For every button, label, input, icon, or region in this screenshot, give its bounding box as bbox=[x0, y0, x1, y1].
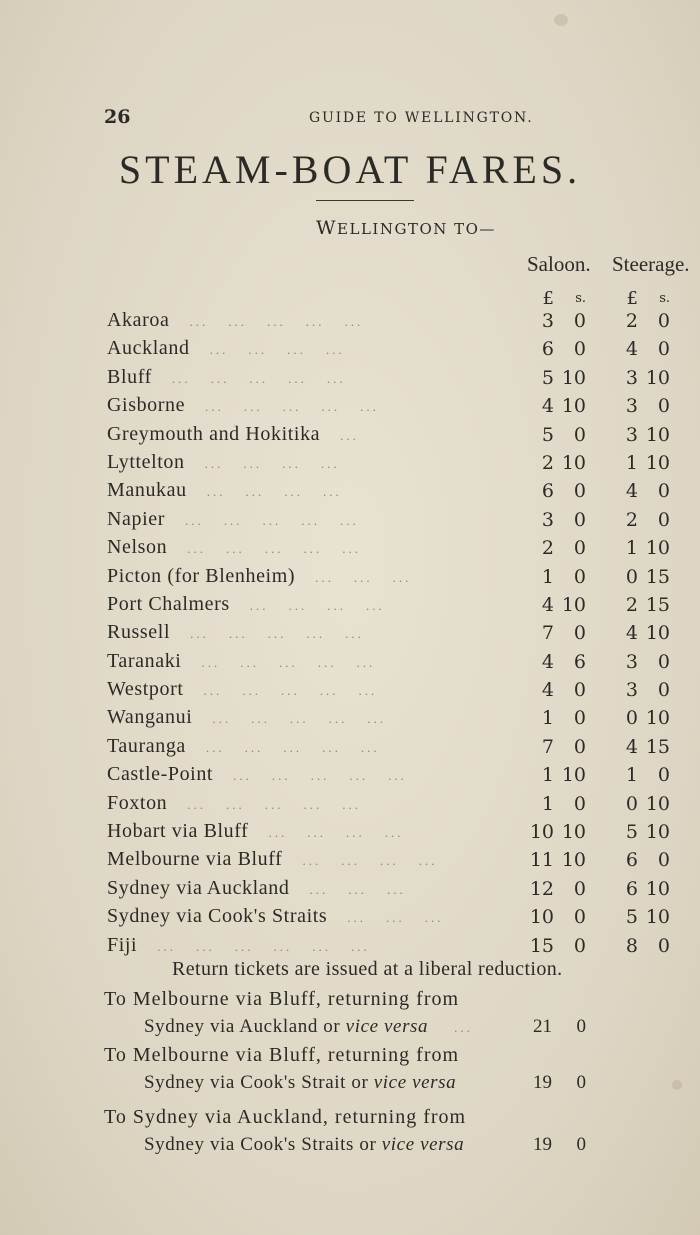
saloon-pounds: 6 bbox=[541, 480, 554, 503]
dot-leader: ... bbox=[356, 654, 376, 670]
destination-name: Fiji bbox=[107, 933, 138, 956]
saloon-shillings: 10 bbox=[561, 451, 586, 474]
return-fare-shillings: 0 bbox=[576, 1072, 586, 1093]
vice-versa-text: vice versa bbox=[345, 1016, 429, 1037]
steerage-shillings: 0 bbox=[657, 934, 670, 957]
dot-leader: ... bbox=[282, 455, 301, 471]
return-route-line2 bbox=[144, 1072, 456, 1094]
steerage-pounds: 4 bbox=[625, 735, 638, 758]
fare-destination bbox=[107, 366, 346, 389]
dot-leader: ... bbox=[319, 683, 339, 699]
saloon-shillings: 10 bbox=[561, 366, 586, 389]
fare-destination bbox=[107, 650, 375, 673]
saloon-pounds: 3 bbox=[541, 310, 554, 332]
fare-destination bbox=[107, 451, 340, 474]
fare-row bbox=[0, 308, 700, 336]
destination-name: Lyttelton bbox=[107, 450, 185, 473]
steerage-pounds: 3 bbox=[625, 423, 638, 446]
steerage-shillings: 0 bbox=[657, 480, 670, 503]
steerage-shillings: 0 bbox=[657, 764, 670, 787]
steerage-shillings: 10 bbox=[645, 423, 670, 446]
fare-row bbox=[0, 762, 700, 790]
saloon-shillings: 0 bbox=[573, 338, 586, 361]
page-header bbox=[104, 106, 584, 132]
saloon-pounds: 1 bbox=[541, 707, 554, 730]
steerage-shillings: 10 bbox=[645, 707, 670, 730]
fare-row bbox=[0, 535, 700, 563]
dot-leader: ... bbox=[323, 484, 342, 500]
fare-destination bbox=[107, 763, 407, 786]
fare-destination bbox=[107, 934, 370, 957]
saloon-pounds: 7 bbox=[541, 735, 554, 758]
fare-destination bbox=[107, 479, 342, 502]
return-route-line1: To Melbourne via Bluff, returning from bbox=[104, 988, 460, 1010]
steerage-pound-unit: £ bbox=[626, 288, 638, 309]
steerage-pounds: 5 bbox=[625, 906, 638, 929]
destination-name: Westport bbox=[107, 678, 184, 701]
steerage-pounds: 3 bbox=[625, 366, 638, 389]
dot-leader: ... bbox=[454, 1020, 473, 1035]
dot-leader: ... bbox=[358, 683, 378, 699]
dot-leader: ... bbox=[205, 739, 225, 755]
dot-leader: ... bbox=[283, 739, 303, 755]
dot-leader: ... bbox=[392, 569, 412, 585]
dot-leader: ... bbox=[266, 314, 286, 329]
dot-leader: ... bbox=[367, 711, 387, 727]
dot-leader: ... bbox=[328, 711, 348, 727]
steerage-pounds: 5 bbox=[625, 821, 638, 844]
dot-leader: ... bbox=[305, 314, 325, 329]
return-fare-pounds: 19 bbox=[533, 1134, 552, 1155]
dot-leader: ... bbox=[248, 342, 268, 358]
units-row bbox=[0, 286, 700, 310]
dot-leader: ... bbox=[185, 512, 204, 528]
dot-leader: ... bbox=[249, 597, 269, 613]
fare-destination bbox=[107, 593, 385, 616]
dot-leader: ... bbox=[209, 342, 229, 358]
dot-leader: ... bbox=[303, 796, 323, 812]
steerage-pounds: 6 bbox=[625, 849, 638, 872]
dot-leader: ... bbox=[347, 910, 367, 926]
dot-leader: ... bbox=[320, 455, 340, 471]
dot-leader: ... bbox=[233, 768, 252, 784]
fare-destination bbox=[107, 621, 364, 644]
return-fare-pounds: 19 bbox=[533, 1072, 552, 1093]
dot-leader: ... bbox=[386, 910, 405, 926]
dot-leader: ... bbox=[306, 626, 326, 642]
dot-leader: ... bbox=[424, 910, 444, 926]
return-route-line2 bbox=[144, 1134, 464, 1156]
steerage-pounds: 0 bbox=[625, 792, 638, 815]
dot-leader: ... bbox=[245, 484, 265, 500]
page-title: STEAM-BOAT FARES. bbox=[118, 147, 582, 192]
steerage-pounds: 0 bbox=[625, 565, 638, 588]
steerage-pounds: 2 bbox=[625, 310, 638, 332]
saloon-shillings: 10 bbox=[561, 395, 586, 418]
saloon-pounds: 3 bbox=[541, 508, 554, 531]
fare-row bbox=[0, 649, 700, 677]
steerage-shillings: 0 bbox=[657, 338, 670, 361]
dot-leader: ... bbox=[206, 484, 226, 500]
fare-row bbox=[0, 365, 700, 393]
destination-name: Picton (for Blenheim) bbox=[107, 564, 296, 587]
saloon-shillings: 10 bbox=[561, 849, 586, 872]
dot-leader: ... bbox=[268, 825, 288, 841]
dot-leader: ... bbox=[249, 370, 269, 386]
destination-name: Bluff bbox=[107, 365, 152, 388]
destination-name: Napier bbox=[107, 507, 166, 530]
dot-leader: ... bbox=[243, 455, 263, 471]
fare-row bbox=[0, 450, 700, 478]
steerage-shillings: 0 bbox=[657, 679, 670, 702]
saloon-pounds: 7 bbox=[541, 622, 554, 645]
dot-leader: ... bbox=[340, 512, 359, 528]
steerage-pounds: 2 bbox=[625, 593, 638, 616]
dot-leader: ... bbox=[251, 711, 270, 727]
fare-row bbox=[0, 677, 700, 705]
dot-leader: ... bbox=[234, 938, 254, 954]
steerage-shillings: 10 bbox=[645, 792, 670, 815]
dot-leader: ... bbox=[353, 569, 373, 585]
steerage-shillings: 10 bbox=[645, 877, 670, 900]
saloon-shillings: 0 bbox=[573, 679, 586, 702]
fare-destination bbox=[107, 877, 406, 900]
fare-destination bbox=[107, 848, 437, 871]
saloon-pounds: 1 bbox=[541, 565, 554, 588]
steerage-shillings: 10 bbox=[645, 821, 670, 844]
dot-leader: ... bbox=[326, 370, 346, 386]
destination-name: Auckland bbox=[107, 337, 190, 360]
vice-versa-text: vice versa bbox=[381, 1134, 465, 1155]
fare-row bbox=[0, 564, 700, 592]
running-title: GUIDE TO WELLINGTON. bbox=[309, 110, 534, 126]
dot-leader: ... bbox=[210, 370, 230, 386]
return-route-line1: To Melbourne via Bluff, returning from bbox=[104, 1044, 460, 1066]
destination-name: Gisborne bbox=[107, 394, 186, 417]
column-header-steerage: Steerage. bbox=[612, 252, 690, 276]
saloon-shilling-unit: s. bbox=[575, 291, 586, 306]
steerage-pounds: 1 bbox=[625, 764, 638, 787]
saloon-pounds: 12 bbox=[529, 877, 554, 900]
saloon-pounds: 2 bbox=[541, 451, 554, 474]
dot-leader: ... bbox=[284, 484, 303, 500]
destination-name: Foxton bbox=[107, 791, 168, 814]
fare-destination bbox=[107, 337, 345, 360]
dot-leader: ... bbox=[287, 342, 306, 358]
destination-name: Greymouth and Hokitika bbox=[107, 422, 321, 445]
saloon-pounds: 1 bbox=[541, 764, 554, 787]
saloon-pounds: 1 bbox=[541, 792, 554, 815]
dot-leader: ... bbox=[278, 654, 298, 670]
dot-leader: ... bbox=[288, 597, 308, 613]
dot-leader: ... bbox=[340, 427, 359, 443]
saloon-shillings: 0 bbox=[573, 707, 586, 730]
steerage-shillings: 0 bbox=[657, 395, 670, 418]
fare-destination bbox=[107, 678, 377, 701]
destination-name: Wanganui bbox=[107, 706, 193, 729]
fare-destination bbox=[107, 394, 379, 417]
fare-row bbox=[0, 507, 700, 535]
dot-leader: ... bbox=[226, 541, 245, 557]
fare-row bbox=[0, 791, 700, 819]
dot-leader: ... bbox=[195, 938, 215, 954]
saloon-shillings: 0 bbox=[573, 906, 586, 929]
steerage-pounds: 3 bbox=[625, 650, 638, 673]
steerage-shillings: 10 bbox=[645, 622, 670, 645]
dot-leader: ... bbox=[212, 711, 232, 727]
dot-leader: ... bbox=[187, 541, 207, 557]
dot-leader: ... bbox=[240, 654, 259, 670]
fare-row bbox=[0, 478, 700, 506]
dot-leader: ... bbox=[310, 768, 330, 784]
saloon-shillings: 0 bbox=[573, 565, 586, 588]
dot-leader: ... bbox=[341, 853, 360, 869]
return-fare-shillings: 0 bbox=[576, 1016, 586, 1037]
dot-leader: ... bbox=[360, 739, 380, 755]
dot-leader: ... bbox=[348, 881, 367, 897]
return-fare-pounds: 21 bbox=[533, 1016, 552, 1037]
steerage-shillings: 10 bbox=[645, 906, 670, 929]
dot-leader: ... bbox=[301, 512, 321, 528]
saloon-pounds: 4 bbox=[541, 395, 554, 418]
dot-leader: ... bbox=[345, 825, 365, 841]
dot-leader: ... bbox=[303, 541, 323, 557]
saloon-shillings: 0 bbox=[573, 934, 586, 957]
steerage-shillings: 0 bbox=[657, 508, 670, 531]
fare-row bbox=[0, 705, 700, 733]
steerage-shillings: 10 bbox=[645, 366, 670, 389]
dot-leader: ... bbox=[204, 455, 224, 471]
steerage-pounds: 3 bbox=[625, 395, 638, 418]
return-route-text: Sydney via Auckland or bbox=[144, 1016, 346, 1037]
saloon-pounds: 10 bbox=[529, 906, 554, 929]
dot-leader: ... bbox=[342, 796, 362, 812]
fare-row bbox=[0, 393, 700, 421]
destination-name: Nelson bbox=[107, 536, 168, 559]
saloon-shillings: 0 bbox=[573, 508, 586, 531]
return-route-line2 bbox=[144, 1016, 473, 1038]
saloon-pounds: 6 bbox=[541, 338, 554, 361]
dot-leader: ... bbox=[384, 825, 404, 841]
destination-name: Sydney via Cook's Straits bbox=[107, 905, 328, 928]
steerage-shillings: 10 bbox=[645, 537, 670, 560]
dot-leader: ... bbox=[267, 626, 287, 642]
saloon-shillings: 0 bbox=[573, 480, 586, 503]
destination-name: Akaroa bbox=[107, 309, 170, 331]
dot-leader: ... bbox=[226, 796, 245, 812]
dot-leader: ... bbox=[205, 399, 224, 415]
dot-leader: ... bbox=[289, 711, 309, 727]
dot-leader: ... bbox=[228, 626, 248, 642]
fare-destination bbox=[107, 706, 386, 729]
steerage-pounds: 1 bbox=[625, 451, 638, 474]
steerage-pounds: 4 bbox=[625, 622, 638, 645]
saloon-pound-unit: £ bbox=[542, 288, 554, 309]
fare-row bbox=[0, 904, 700, 932]
steerage-pounds: 4 bbox=[625, 338, 638, 361]
dot-leader: ... bbox=[325, 342, 345, 358]
column-header-saloon: Saloon. bbox=[527, 252, 591, 276]
fares-table bbox=[0, 308, 700, 961]
dot-leader: ... bbox=[223, 512, 243, 528]
steerage-shillings: 15 bbox=[645, 735, 670, 758]
saloon-shillings: 10 bbox=[561, 593, 586, 616]
dot-leader: ... bbox=[190, 626, 209, 642]
dot-leader: ... bbox=[228, 314, 247, 329]
fare-row bbox=[0, 422, 700, 450]
steerage-shillings: 15 bbox=[645, 593, 670, 616]
saloon-shillings: 0 bbox=[573, 735, 586, 758]
fare-destination bbox=[107, 309, 363, 332]
destination-name: Taranaki bbox=[107, 649, 182, 672]
saloon-shillings: 10 bbox=[561, 821, 586, 844]
steerage-shillings: 0 bbox=[657, 650, 670, 673]
dot-leader: ... bbox=[388, 768, 407, 784]
dot-leader: ... bbox=[350, 938, 370, 954]
page-number: 26 bbox=[104, 106, 131, 128]
subtitle-rest: ELLINGTON TO— bbox=[337, 220, 496, 238]
dot-leader: ... bbox=[386, 881, 406, 897]
dot-leader: ... bbox=[366, 597, 385, 613]
fare-destination bbox=[107, 423, 359, 446]
destination-name: Castle-Point bbox=[107, 763, 214, 786]
steerage-pounds: 8 bbox=[625, 934, 638, 957]
dot-leader: ... bbox=[345, 626, 364, 642]
dot-leader: ... bbox=[171, 370, 191, 386]
dot-leader: ... bbox=[264, 796, 284, 812]
dot-leader: ... bbox=[189, 314, 209, 329]
steerage-pounds: 3 bbox=[625, 679, 638, 702]
dot-leader: ... bbox=[271, 768, 291, 784]
steerage-shillings: 0 bbox=[657, 310, 670, 332]
return-route-text: Sydney via Cook's Strait or bbox=[144, 1072, 374, 1093]
saloon-pounds: 5 bbox=[541, 366, 554, 389]
dot-leader: ... bbox=[244, 739, 264, 755]
saloon-pounds: 15 bbox=[529, 934, 554, 957]
fare-row bbox=[0, 819, 700, 847]
fare-destination bbox=[107, 905, 444, 928]
dot-leader: ... bbox=[201, 654, 221, 670]
fare-destination bbox=[107, 508, 359, 531]
dot-leader: ... bbox=[418, 853, 438, 869]
dot-leader: ... bbox=[321, 399, 341, 415]
return-route-line1: To Sydney via Auckland, returning from bbox=[104, 1106, 467, 1128]
dot-leader: ... bbox=[281, 683, 300, 699]
dot-leader: ... bbox=[309, 881, 329, 897]
steerage-pounds: 6 bbox=[625, 877, 638, 900]
fare-row bbox=[0, 592, 700, 620]
destination-name: Manukau bbox=[107, 479, 187, 502]
destination-name: Port Chalmers bbox=[107, 592, 230, 615]
destination-name: Russell bbox=[107, 621, 171, 644]
steerage-pounds: 4 bbox=[625, 480, 638, 503]
saloon-pounds: 2 bbox=[541, 537, 554, 560]
saloon-pounds: 4 bbox=[541, 679, 554, 702]
dot-leader: ... bbox=[264, 541, 284, 557]
saloon-shillings: 0 bbox=[573, 792, 586, 815]
return-fare-shillings: 0 bbox=[576, 1134, 586, 1155]
saloon-shillings: 0 bbox=[573, 622, 586, 645]
steerage-shillings: 15 bbox=[645, 565, 670, 588]
steerage-pounds: 0 bbox=[625, 707, 638, 730]
fare-destination bbox=[107, 536, 361, 559]
dot-leader: ... bbox=[312, 938, 331, 954]
dot-leader: ... bbox=[288, 370, 307, 386]
fare-destination bbox=[107, 565, 411, 588]
dot-leader: ... bbox=[315, 569, 334, 585]
dot-leader: ... bbox=[282, 399, 302, 415]
fare-destination bbox=[107, 735, 380, 758]
dot-leader: ... bbox=[317, 654, 337, 670]
steerage-pounds: 2 bbox=[625, 508, 638, 531]
dot-leader: ... bbox=[262, 512, 282, 528]
dot-leader: ... bbox=[344, 314, 364, 329]
fare-destination bbox=[107, 820, 403, 843]
dot-leader: ... bbox=[302, 853, 322, 869]
return-note: Return tickets are issued at a liberal reduction. bbox=[172, 958, 563, 980]
destination-name: Melbourne via Bluff bbox=[107, 848, 283, 871]
subtitle-initial: W bbox=[316, 217, 338, 239]
saloon-shillings: 6 bbox=[573, 650, 586, 673]
section-subtitle bbox=[316, 217, 496, 239]
fare-row bbox=[0, 876, 700, 904]
steerage-pounds: 1 bbox=[625, 537, 638, 560]
saloon-shillings: 10 bbox=[561, 764, 586, 787]
paper-stain bbox=[554, 14, 568, 26]
destination-name: Sydney via Auckland bbox=[107, 876, 290, 899]
saloon-shillings: 0 bbox=[573, 423, 586, 446]
dot-leader: ... bbox=[327, 597, 347, 613]
fare-destination bbox=[107, 792, 361, 815]
fare-row bbox=[0, 734, 700, 762]
saloon-pounds: 5 bbox=[541, 423, 554, 446]
saloon-shillings: 0 bbox=[573, 537, 586, 560]
dot-leader: ... bbox=[203, 683, 223, 699]
steerage-shillings: 10 bbox=[645, 451, 670, 474]
dot-leader: ... bbox=[360, 399, 379, 415]
return-route-text: Sydney via Cook's Straits or bbox=[144, 1134, 382, 1155]
dot-leader: ... bbox=[349, 768, 369, 784]
saloon-shillings: 0 bbox=[573, 877, 586, 900]
dot-leader: ... bbox=[243, 399, 263, 415]
dot-leader: ... bbox=[157, 938, 176, 954]
fare-row bbox=[0, 620, 700, 648]
fare-row bbox=[0, 336, 700, 364]
destination-name: Tauranga bbox=[107, 734, 186, 757]
saloon-pounds: 4 bbox=[541, 650, 554, 673]
saloon-pounds: 11 bbox=[529, 849, 554, 872]
dot-leader: ... bbox=[307, 825, 326, 841]
steerage-shilling-unit: s. bbox=[659, 291, 670, 306]
steerage-shillings: 0 bbox=[657, 849, 670, 872]
destination-name: Hobart via Bluff bbox=[107, 820, 249, 843]
dot-leader: ... bbox=[342, 541, 362, 557]
saloon-pounds: 4 bbox=[541, 593, 554, 616]
paper-stain bbox=[672, 1080, 682, 1090]
fare-row bbox=[0, 847, 700, 875]
dot-leader: ... bbox=[187, 796, 207, 812]
title-rule bbox=[316, 200, 414, 201]
dot-leader: ... bbox=[273, 938, 293, 954]
dot-leader: ... bbox=[242, 683, 262, 699]
fare-row bbox=[0, 933, 700, 961]
vice-versa-text: vice versa bbox=[373, 1072, 457, 1093]
saloon-shillings: 0 bbox=[573, 310, 586, 332]
saloon-pounds: 10 bbox=[529, 821, 554, 844]
dot-leader: ... bbox=[379, 853, 399, 869]
dot-leader: ... bbox=[322, 739, 341, 755]
